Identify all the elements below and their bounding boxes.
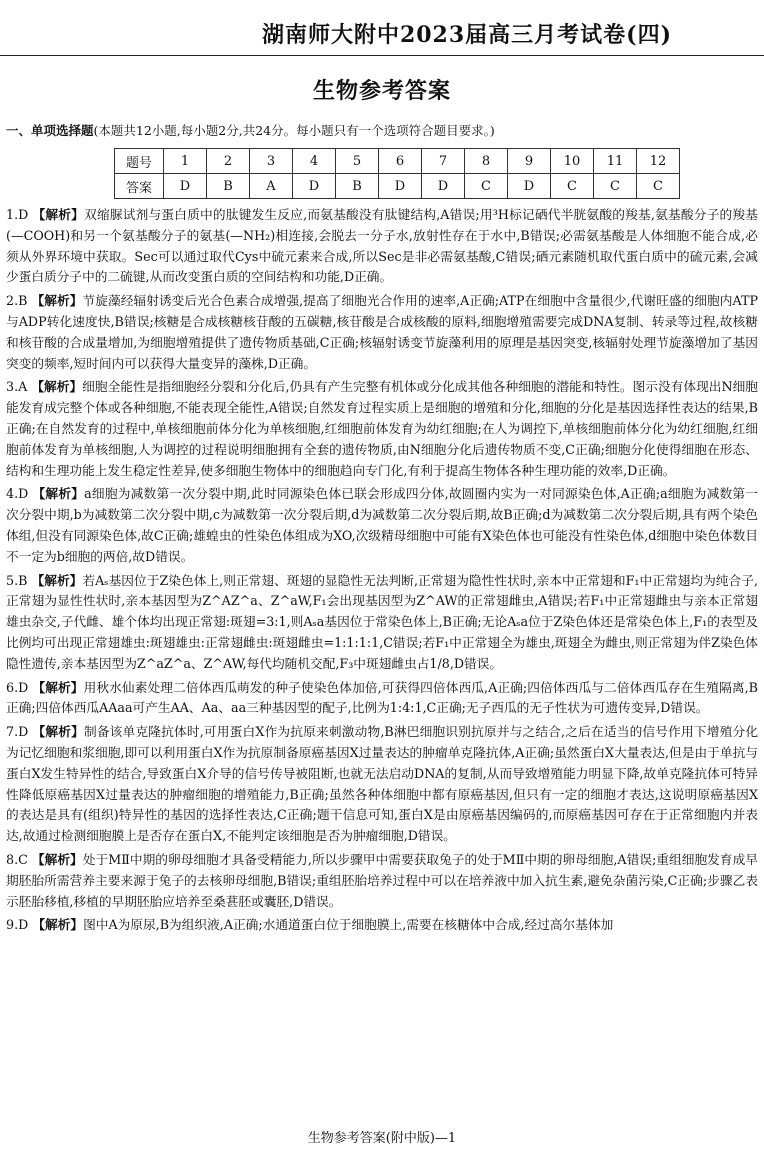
explanation-item — [6, 850, 758, 912]
item-answer: 4.D — [6, 486, 29, 502]
item-answer: 5.B — [6, 572, 28, 588]
answer-cell: C — [637, 174, 680, 199]
answer-cell: D — [422, 174, 465, 199]
explanation-item — [6, 915, 758, 936]
question-number: 3 — [250, 149, 293, 174]
page-footer: 生物参考答案(附中版)—1 — [307, 1131, 457, 1146]
explanation-item — [6, 205, 758, 288]
item-text: 处于MⅡ中期的卵母细胞才具备受精能力,所以步骤甲中需要获取兔子的处于MⅡ中期的卵母细胞,A错误;重组细胞发育成早期胚胎所需营养主要来源于兔子的去核卵母细胞,B错误;重组胚胎培养过程中可以在培养液中加入抗生素,避免杂菌污染,C正确;步骤乙表示胚胎移植,移植的早期胚胎应培养至桑葚胚或囊胚,D错误。 — [6, 851, 758, 909]
item-tag: 【解析】 — [31, 851, 83, 867]
answer-table-answer-row — [115, 174, 680, 199]
answer-cell: D — [293, 174, 336, 199]
page-header-title: 湖南师大附中2023届高三月考试卷(四) — [261, 22, 672, 48]
answer-cell: B — [336, 174, 379, 199]
answer-cell: B — [207, 174, 250, 199]
item-answer: 8.C — [6, 851, 28, 867]
question-number: 2 — [207, 149, 250, 174]
item-text: 用秋水仙素处理二倍体西瓜萌发的种子使染色体加倍,可获得四倍体西瓜,A正确;四倍体西瓜与二倍体西瓜存在生殖隔离,B正确;四倍体西瓜AAaa可产生AA、Aa、aa三种基因型的配子,比例为1:4:1,C正确;无子西瓜的无子性状为可遗传变异,D错误。 — [6, 679, 759, 716]
item-answer: 6.D — [6, 679, 29, 695]
question-number: 5 — [336, 149, 379, 174]
item-text: 细胞全能性是指细胞经分裂和分化后,仍具有产生完整有机体或分化成其他各种细胞的潜能和特性。图示没有体现出N细胞能发育成完整个体或各种细胞,不能表现全能性,A错误;自然发育过程实质上是细胞的增殖和分化,细胞的分化是基因选择性表达的结果,B正确;在自然发育的过程中,单核细胞前体分化为单核细胞,红细胞前体发育为幼红细胞;在人为调控下,单核细胞前体分化为幼红细胞,红细胞前体发育为单核细胞,人为调控的过程说明细胞拥有全套的遗传物质,由N细胞分化后遗传物质不变,C正确;细胞分化使得细胞在形态、结构和生理功能上发生稳定性差异,使多细胞生物体中的细胞趋向专门化,有利于提高生物体各种生理功能的效率,D正确。 — [6, 379, 758, 478]
answer-table-number-header: 题号 — [115, 149, 164, 174]
item-text: 双缩脲试剂与蛋白质中的肽键发生反应,而氨基酸没有肽键结构,A错误;用³H标记硒代半胱氨酸的羧基,氨基酸分子的羧基(—COOH)和另一个氨基酸分子的氨基(—NH₂)相连接,会脱去一分子水,放射性存在于水中,B错误;必需氨基酸是人体细胞不能合成,必须从外界环境中获取。Sec可以通过取代Cys中硫元素来合成,所以Sec是非必需氨基酸,C错误;硒元素随机取代蛋白质中的硫元素,会减少蛋白质分子中的二硫键,从而改变蛋白质的空间结构和功能,D正确。 — [6, 207, 758, 285]
item-text: a细胞为减数第一次分裂中期,此时同源染色体已联会形成四分体,故圆圈内实为一对同源染色体,A正确;a细胞为减数第一次分裂中期,b为减数第二次分裂中期,c为减数第一次分裂后期,d为减数第二次分裂后期,故B正确;d为减数第二次分裂后期,具有两个染色体组,但没有同源染色体,故C正确;雄蝗虫的性染色体组成为XO,次级精母细胞中可能有X染色体也可能没有性染色体,d细胞中染色体数目不一定为b细胞的两倍,故D错误。 — [6, 486, 758, 564]
item-tag: 【解析】 — [31, 293, 83, 309]
item-text: 制备该单克隆抗体时,可用蛋白X作为抗原来刺激动物,B淋巴细胞识别抗原并与之结合,之后在适当的信号作用下增殖分化为记忆细胞和浆细胞,即可以利用蛋白X作为抗原制备原癌基因X过量表达的肿瘤单克隆抗体,A正确;虽然蛋白X大量表达,但是由于单抗与蛋白X发生特异性的结合,导致蛋白X介导的信号传导被阻断,也就无法启动DNA的复制,从而导致增殖能力明显下降,故单克隆抗体可特异性降低原癌基因X过量表达的肿瘤细胞的增殖能力,B正确;虽然各种体细胞中都有原癌基因,但只有一定的细胞才表达,这说明原癌基因X的表达是具有(组织)特异性的基因的选择性表达,C正确;题干信息可知,蛋白X是由原癌基因编码的,而原癌基因可存在于正常细胞内并表达,故通过检测细胞膜上是否存在蛋白X,不能判定该细胞是否为肿瘤细胞,D错误。 — [6, 724, 759, 844]
answer-table-number-row — [115, 149, 680, 174]
question-number: 4 — [293, 149, 336, 174]
item-tag: 【解析】 — [31, 572, 83, 588]
item-answer: 3.A — [6, 379, 28, 395]
item-tag: 【解析】 — [32, 679, 84, 695]
answer-cell: C — [551, 174, 594, 199]
item-tag: 【解析】 — [32, 486, 85, 502]
item-tag: 【解析】 — [32, 207, 85, 222]
item-tag: 【解析】 — [32, 917, 84, 933]
section-heading-note: (本题共12小题,每小题2分,共24分。每小题只有一个选项符合题目要求。) — [93, 123, 495, 138]
item-answer: 2.B — [6, 293, 28, 309]
item-text: 图中A为原尿,B为组织液,A正确;水通道蛋白位于细胞膜上,需要在核糖体中合成,经过高尔基体加 — [83, 917, 614, 933]
question-number: 10 — [551, 149, 594, 174]
explanations — [6, 205, 758, 939]
question-number: 8 — [465, 149, 508, 174]
question-number: 11 — [594, 149, 637, 174]
question-number: 6 — [379, 149, 422, 174]
explanation-item — [6, 377, 758, 481]
question-number: 1 — [164, 149, 207, 174]
answer-cell: D — [508, 174, 551, 199]
item-answer: 7.D — [6, 724, 29, 740]
answer-cell: C — [465, 174, 508, 199]
answer-cell: D — [164, 174, 207, 199]
answer-cell: C — [594, 174, 637, 199]
item-text: 节旋藻经辐射诱变后光合色素合成增强,提高了细胞光合作用的速率,A正确;ATP在细胞中含量很少,代谢旺盛的细胞内ATP与ADP转化速度快,B错误;核糖是合成核糖核苷酸的五碳糖,核苷酸是合成核酸的原料,细胞增殖需要完成DNA复制、转录等过程,故核糖和核苷酸的合成量增加,为细胞增殖提供了遗传物质基础,C正确;核辐射诱变节旋藻利用的原理是基因突变,核辐射处理节旋藻增加了基因突变的频率,短时间内可以获得大量变异的藻株,D正确。 — [6, 293, 758, 371]
explanation-item — [6, 678, 758, 720]
section-heading — [6, 121, 495, 139]
document-title: 生物参考答案 — [312, 78, 451, 104]
explanation-item — [6, 291, 758, 374]
answer-cell: A — [250, 174, 293, 199]
answer-cell: D — [379, 174, 422, 199]
item-text: 若Aₛ基因位于Z染色体上,则正常翅、斑翅的显隐性无法判断,正常翅为隐性性状时,亲本中正常翅和F₁中正常翅均为纯合子,正常翅为显性性状时,亲本基因型为Z^AZ^a、Z^aW,F₁会出现基因型为Z^AW的正常翅雌虫,A错误;若F₁中正常翅雌虫与亲本正常翅雄虫杂交,子代雌、雄个体均出现正常翅:斑翅=3:1,则Aₛa基因位于常染色体上,B正确;无论Aₛa位于Z染色体还是常染色体上,F₁的表型及比例均可出现正常翅雄虫:斑翅雄虫:正常翅雌虫:斑翅雌虫=1:1:1:1,C错误;若F₁中正常翅全为雄虫,斑翅全为雌虫,则正常翅为伴Z染色体隐性遗传,亲本基因型为Z^aZ^a、Z^AW,每代均随机交配,F₃中斑翅雌虫占1/8,D错误。 — [6, 572, 758, 671]
item-tag: 【解析】 — [31, 379, 83, 395]
explanation-item — [6, 484, 758, 567]
answer-table-answer-header: 答案 — [115, 174, 164, 199]
header-divider — [0, 55, 764, 56]
explanation-item — [6, 571, 758, 675]
question-number: 7 — [422, 149, 465, 174]
item-tag: 【解析】 — [32, 724, 84, 740]
section-heading-label: 一、单项选择题 — [6, 123, 94, 138]
item-answer: 1.D — [6, 207, 29, 222]
explanation-item — [6, 722, 758, 847]
item-answer: 9.D — [6, 917, 29, 933]
question-number: 9 — [508, 149, 551, 174]
question-number: 12 — [637, 149, 680, 174]
answer-table — [114, 148, 680, 199]
